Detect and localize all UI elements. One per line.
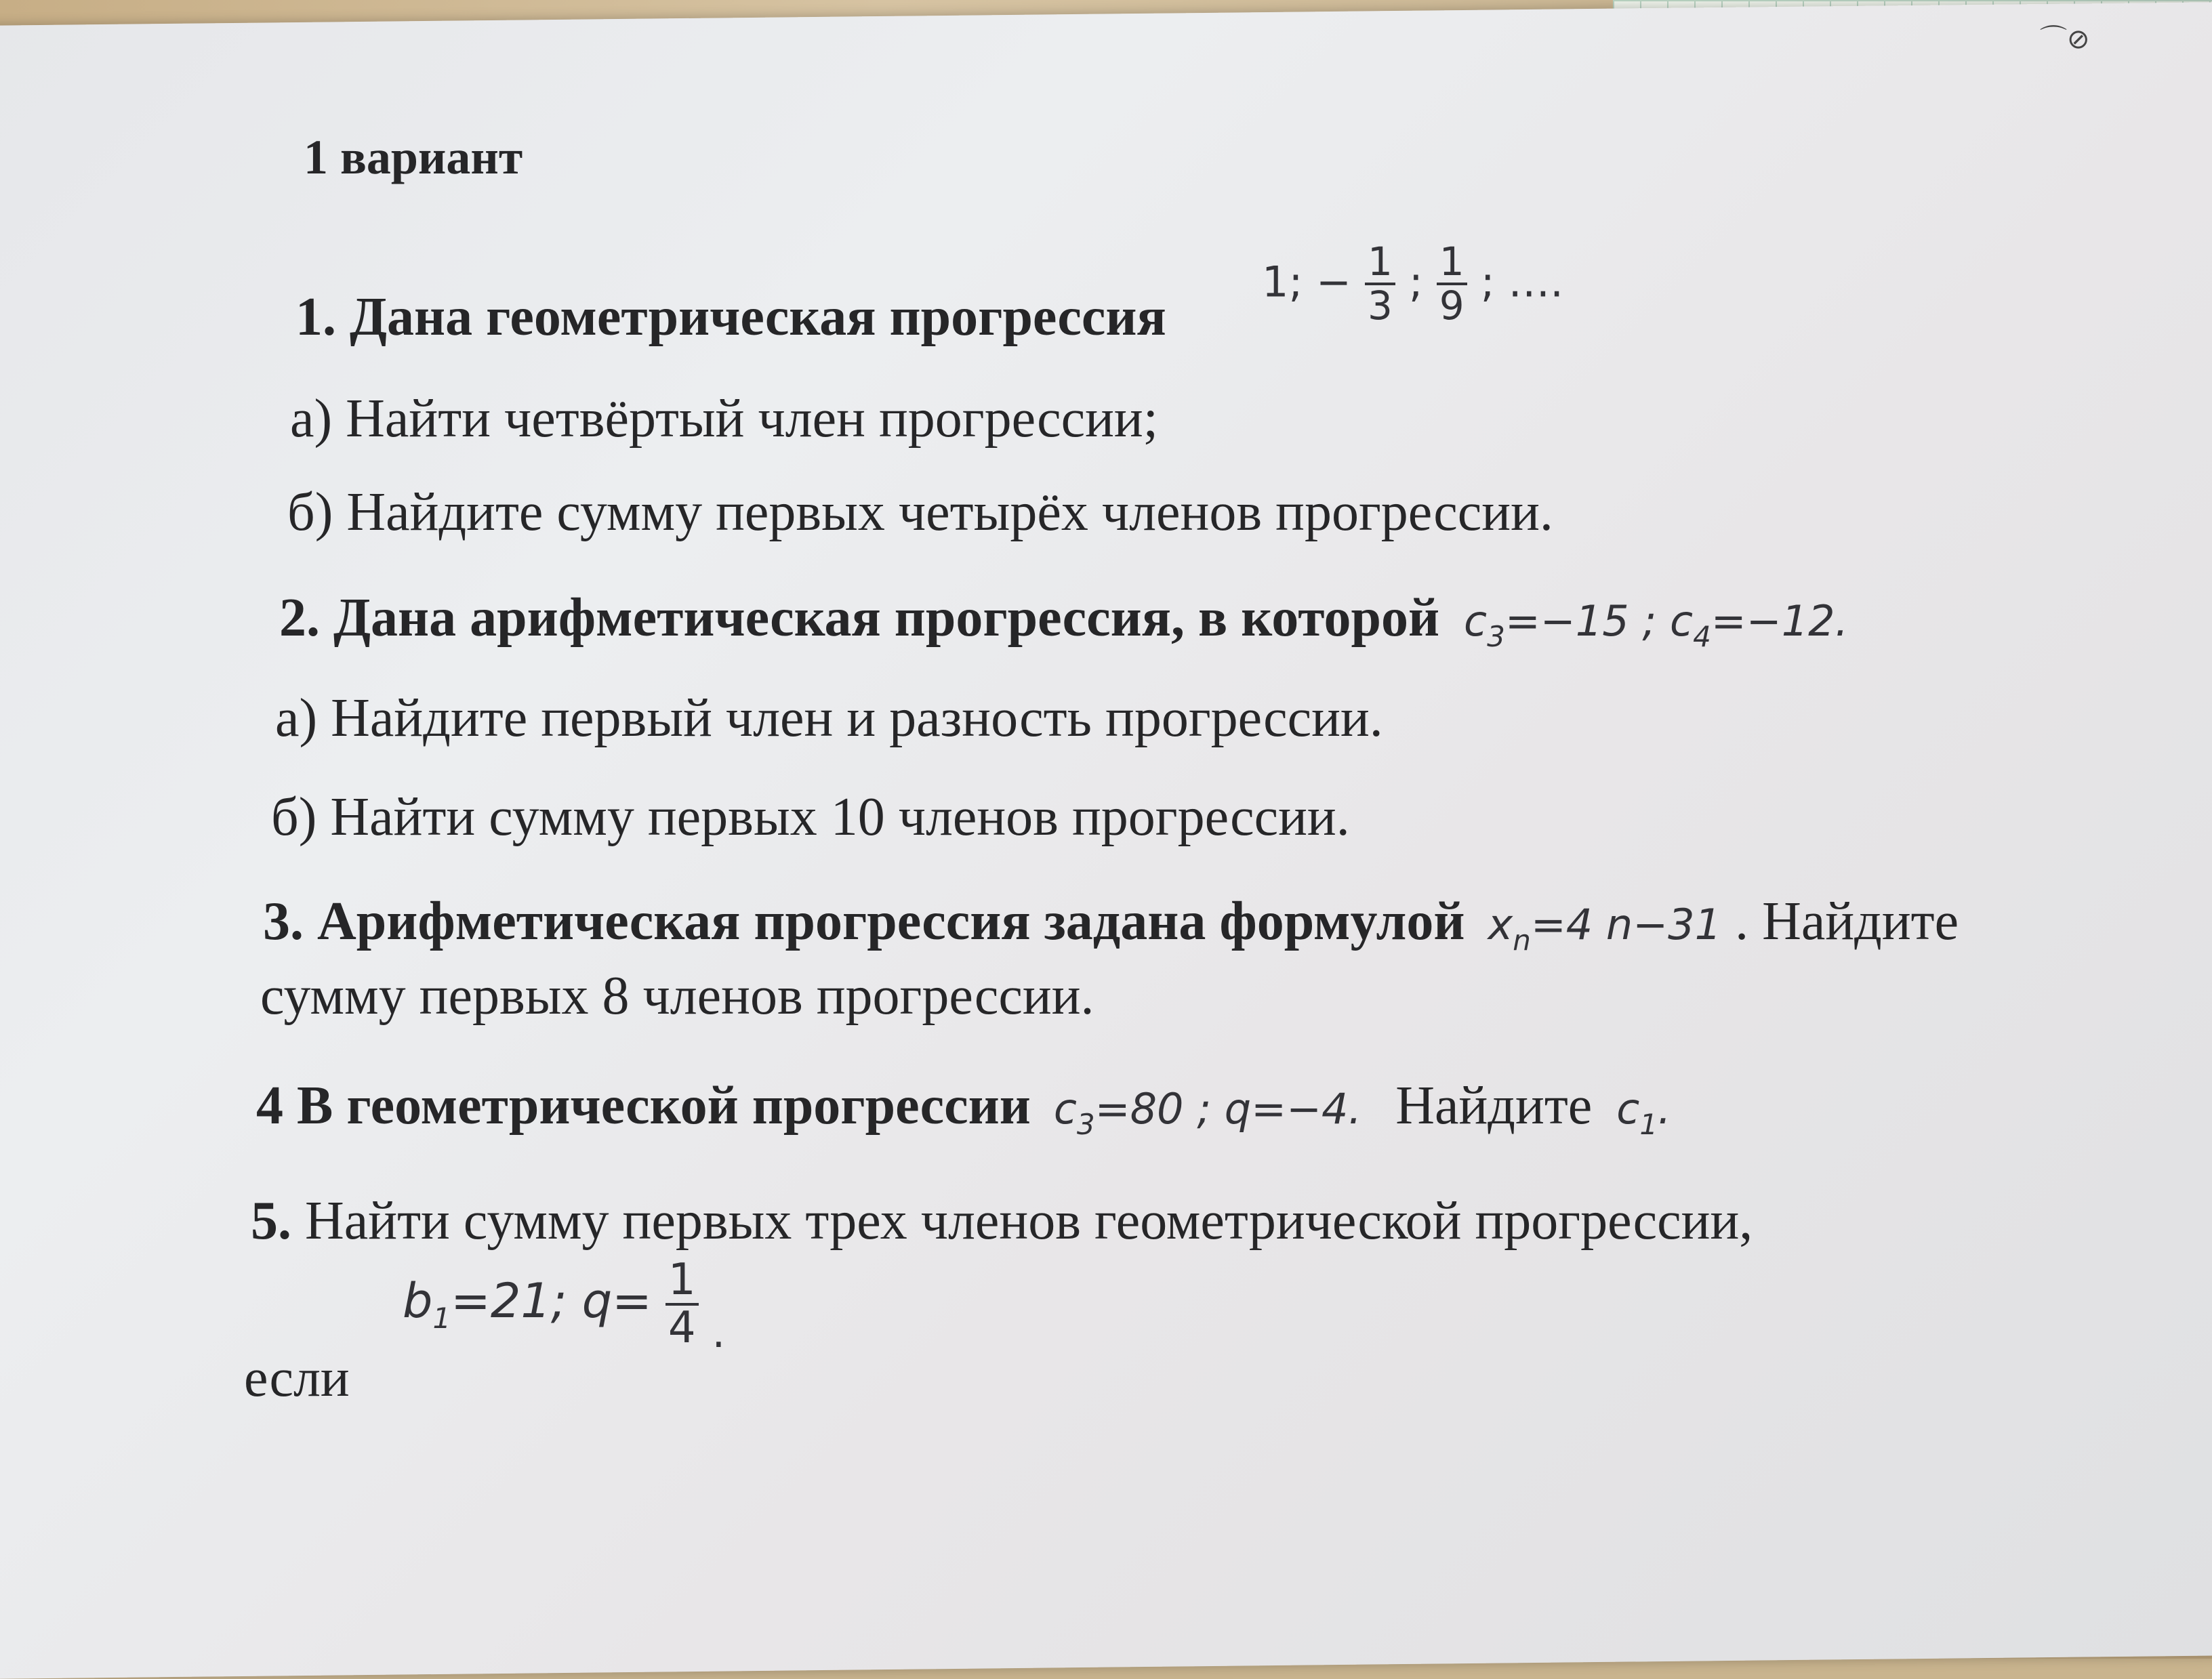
task1-seq-separator: ; (1408, 257, 1423, 307)
task2-cond1-value: =−15 ; (1504, 596, 1670, 646)
var-x: x (1488, 900, 1513, 949)
task5-cond-expr (403, 1272, 652, 1335)
subscript: 4 (1693, 620, 1711, 653)
task3-formula-rest: =4 n−31 (1530, 900, 1722, 949)
subscript: 1 (432, 1301, 451, 1335)
corner-scribble-icon: ⌒⊘ (2040, 24, 2090, 55)
task3-title: Арифметическая прогрессия задана формулой (317, 892, 1465, 951)
task1-part-b: б) Найдите сумму первых четырёх членов прогрессии. (287, 482, 1553, 542)
var-b: b (403, 1272, 433, 1329)
task2-heading (279, 588, 1849, 653)
fraction-denominator: 9 (1439, 282, 1465, 329)
task4-title: В геометрической прогрессии (297, 1076, 1031, 1136)
task5-condition (403, 1255, 726, 1357)
task3-formula (1488, 900, 1722, 957)
subscript: 3 (1076, 1108, 1095, 1141)
task2-cond2-value: =−12. (1711, 596, 1849, 646)
subscript: n (1513, 924, 1531, 957)
fraction-numerator: 1 (1365, 241, 1395, 285)
variant-label: 1 вариант (304, 130, 523, 184)
task1-fraction-1 (1365, 241, 1395, 327)
task2-part-a: а) Найдите первый член и разность прогрессии. (275, 688, 1383, 748)
task4-heading (256, 1076, 1671, 1141)
task1-fraction-2 (1437, 241, 1467, 327)
task5-number: 5. (251, 1191, 291, 1251)
task1-title: Дана геометрическая прогрессия (350, 287, 1166, 347)
task4-cond-value: =80 ; q=−4. (1094, 1084, 1362, 1134)
task2-title: Дана арифметическая прогрессия, в которой (333, 588, 1440, 648)
task2-condition (1464, 596, 1849, 653)
task5-title: Найти сумму первых трех членов геометрической прогрессии, (305, 1191, 1753, 1251)
task5-fraction (665, 1255, 699, 1354)
subscript: 1 (1639, 1108, 1658, 1141)
task4-condition (1053, 1084, 1362, 1141)
task5-cond-value: =21; q= (451, 1272, 652, 1329)
task2-part-b: б) Найти сумму первых 10 членов прогрессии. (271, 787, 1350, 847)
task1-number: 1. (295, 287, 336, 347)
var-c: c (1464, 596, 1488, 646)
task3-number: 3. (263, 892, 304, 951)
task4-ask: Найдите (1395, 1076, 1593, 1136)
task2-number: 2. (279, 588, 320, 648)
var-c: c (1616, 1084, 1640, 1134)
fraction-denominator: 3 (1368, 282, 1393, 329)
task1-seq-first: 1; − (1262, 257, 1351, 307)
fraction-denominator: 4 (668, 1303, 696, 1354)
var-c: c (1053, 1084, 1077, 1134)
task1-part-a: а) Найти четвёртый член прогрессии; (290, 389, 1158, 449)
task3-tail: . Найдите (1735, 892, 1959, 951)
task3-line2: сумму первых 8 членов прогрессии. (260, 966, 1094, 1026)
fraction-numerator: 1 (1437, 241, 1467, 285)
task4-number: 4 (256, 1076, 283, 1136)
variant-heading (304, 130, 523, 184)
task3-heading (263, 892, 1959, 957)
fraction-numerator: 1 (665, 1258, 699, 1306)
task1-sequence (1262, 241, 1563, 327)
task4-target (1616, 1084, 1671, 1141)
task4-target-tail: . (1658, 1084, 1671, 1134)
task5-if: если (244, 1348, 350, 1408)
task5-heading (251, 1191, 1753, 1251)
var-c: c (1669, 596, 1694, 646)
task1-seq-tail: ; …. (1480, 257, 1564, 307)
task1-heading (295, 287, 1166, 347)
task5-tail: . (712, 1307, 726, 1357)
subscript: 3 (1487, 620, 1505, 653)
